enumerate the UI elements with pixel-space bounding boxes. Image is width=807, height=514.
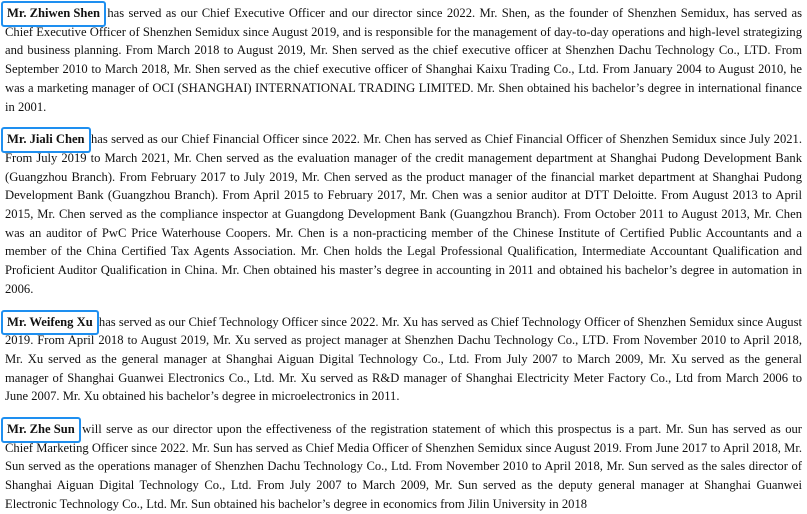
- bio-text: will serve as our director upon the effectiveness of the registration statement of which this prospectus is a part. Mr. Sun has served as our Chief Marketing Officer since 2022. Mr. Sun has served as Chief Media Officer of Shenzhen Semidux since August 2019. From June 2017 to April 2018, Mr. Sun served as the operations manager of Shenzhen Dachu Technology Co., Ltd. From November 2010 to April 2018, Mr. Sun served as the sales director of Shanghai Aiguan Digital Technology Co., Ltd. From July 2007 to March 2009, Mr. Sun served as the deputy general manager at Shanghai Guanwei Electronic Technology Co., Ltd. Mr. Sun obtained his bachelor’s degree in economics from Jilin University in 2018: [5, 422, 802, 511]
- bio-paragraph-shen: [5, 4, 802, 116]
- bio-paragraph-chen: [5, 130, 802, 298]
- bio-paragraph-xu: [5, 313, 802, 407]
- executive-name-highlight: Mr. Zhiwen Shen: [5, 4, 102, 23]
- executive-name-highlight: Mr. Weifeng Xu: [5, 313, 95, 332]
- executive-name-highlight: Mr. Jiali Chen: [5, 130, 87, 149]
- bio-text: has served as our Chief Executive Officer and our director since 2022. Mr. Shen, as the founder of Shenzhen Semidux, has served as Chief Executive Officer of Shenzhen Semidux since August 2019, and is responsible for the management of day-to-day operations and high-level strategizing and business planning. From March 2018 to August 2019, Mr. Shen served as the chief executive officer at Shenzhen Dachu Technology Co., LTD. From September 2010 to March 2018, Mr. Shen served as the chief executive officer of Shanghai Kaixu Trading Co., Ltd. From January 2004 to August 2010, he was a marketing manager of OCI (SHANGHAI) INTERNATIONAL TRADING LIMITED. Mr. Shen obtained his bachelor’s degree in international finance in 2001.: [5, 6, 802, 114]
- bio-text: has served as our Chief Financial Officer since 2022. Mr. Chen has served as Chief Financial Officer of Shenzhen Semidux since July 2021. From July 2019 to March 2021, Mr. Chen served as the evaluation manager of the credit management department at Shanghai Pudong Development Bank (Guangzhou Branch). From February 2017 to July 2019, Mr. Chen served as the product manager of the financial market department at Shanghai Pudong Development Bank (Guangzhou Branch). From April 2015 to February 2017, Mr. Chen was a senior auditor at DTT Deloitte. From August 2013 to April 2015, Mr. Chen served as the compliance inspector at Guangdong Development Bank (Guangzhou Branch). From October 2011 to August 2013, Mr. Chen was an auditor of PwC Price Waterhouse Coopers. Mr. Chen is a non-practicing member of the Chinese Institute of Certified Public Accountants and a member of the China Certified Tax Agents Association. Mr. Chen holds the Legal Professional Qualification, Intermediate Accountant Qualification and Proficient Auditor Qualification in China. Mr. Chen obtained his master’s degree in accounting in 2011 and obtained his bachelor’s degree in automation in 2006.: [5, 132, 802, 296]
- executive-name-highlight: Mr. Zhe Sun: [5, 420, 77, 439]
- bio-text: has served as our Chief Technology Officer since 2022. Mr. Xu has served as Chief Technology Officer of Shenzhen Semidux since August 2019. From April 2018 to August 2019, Mr. Xu served as project manager at Shenzhen Dachu Technology Co., LTD. From November 2010 to April 2018, Mr. Xu served as the general manager at Shanghai Aiguan Digital Technology Co., Ltd. From July 2007 to March 2009, Mr. Xu served as the general manager of Shanghai Guanwei Electronics Co., Ltd. Mr. Xu served as R&D manager of Shanghai Electricity Meter Factory Co., Ltd from March 2006 to June 2007. Mr. Xu obtained his bachelor’s degree in microelectronics in 2011.: [5, 314, 802, 404]
- bio-paragraph-sun: [5, 420, 802, 514]
